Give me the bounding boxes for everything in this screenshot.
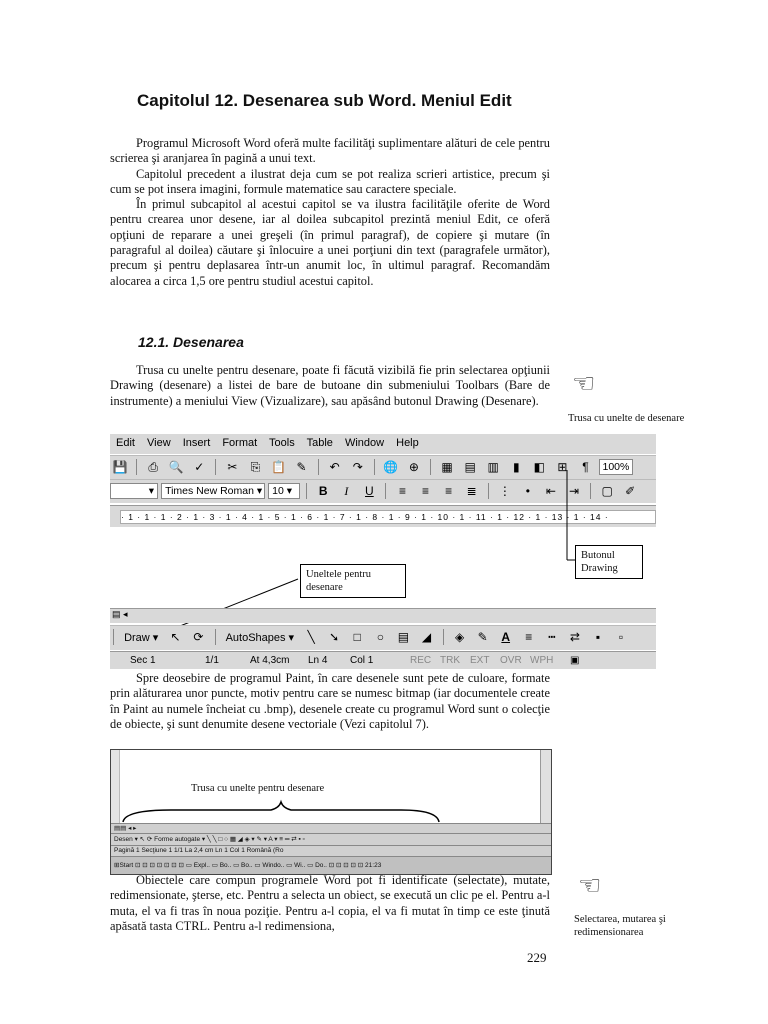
font-name: Times New Roman (165, 485, 254, 497)
shot-status-row: Pagină 1 Secţiune 1 1/1 La 2,4 cm Ln 1 Col 1 Română (Ro (111, 845, 551, 856)
dash-style-icon[interactable]: ┅ (548, 630, 556, 644)
line-color-icon[interactable]: ✎ (477, 630, 488, 644)
status-line: Ln 4 (308, 655, 328, 666)
font-size-value: 10 (272, 485, 284, 497)
free-rotate-icon[interactable]: ⟳ (193, 630, 204, 644)
spelling-status-icon[interactable]: ▣ (570, 655, 580, 666)
page-number: 229 (527, 950, 547, 965)
status-section: Sec 1 (130, 655, 156, 666)
line-style-icon[interactable]: ≡ (525, 630, 533, 644)
status-page: 1/1 (205, 655, 219, 666)
page-title: Capitolul 12. Desenarea sub Word. Meniul Edit (137, 91, 512, 110)
paragraph: În primul subcapitol al acestui capitol se va ilustra facilităţile oferite de Word pentru crearea unor desene, iar al doilea subcapitol prezintă meniul Edit, ce oferă opţiuni de reparare a unei greşeli (în primul paragraf), de copiere şi mutare (în paragraful al doilea) căutare şi înlocuire a unei porţiuni din text (paragrafele următor), precum şi pentru deplasarea într-un anumit loc, în ultimul paragraf. Recomandăm alocarea a circa 1,5 ore pentru studiul acestui capitol. (110, 197, 550, 288)
ruler-scale: · 1 · 1 · 1 · 2 · 1 · 3 · 1 · 4 · 1 · 5 · 1 · 6 · 1 · 7 · 1 · 8 · 1 · 9 · 1 · 10 · 1 · 11 · 1 · 12 · 1 · 13 · 1 · 14 · (120, 510, 656, 524)
section-title: 12.1. Desenarea (138, 334, 244, 350)
justify-icon[interactable]: ≣ (466, 484, 477, 498)
status-ovr[interactable]: OVR (500, 655, 522, 666)
text-box-icon[interactable]: ▤ (397, 630, 410, 644)
oval-icon[interactable]: ○ (376, 630, 384, 644)
shadow-icon[interactable]: ▪ (595, 630, 601, 644)
word-screenshot (110, 749, 552, 875)
view-buttons-icon[interactable]: ▤ ◂ (112, 609, 128, 619)
insert-excel-icon[interactable]: ▥ (487, 460, 499, 474)
copy-icon[interactable]: ⎘ (250, 460, 261, 474)
wordart-icon[interactable]: ◢ (421, 630, 432, 644)
arrow-style-icon[interactable]: ⇄ (569, 630, 580, 644)
pointing-hand-icon: ☜ (578, 871, 602, 901)
font-select[interactable]: Times New Roman ▾ (161, 483, 265, 499)
margin-note: Selectarea, mutarea şi redimensionarea (574, 914, 666, 938)
toolbar-separator (443, 629, 444, 645)
align-left-icon[interactable]: ≡ (398, 484, 406, 498)
italic-button[interactable]: I (344, 484, 349, 498)
margin-note: Trusa cu unelte de desenare (568, 413, 685, 424)
menu-edit[interactable]: Edit (116, 437, 135, 449)
shot-scroll-row: ▤▤ ◂ ▸ (111, 823, 551, 833)
arrow-icon[interactable]: ➘ (329, 630, 340, 644)
bullets-icon[interactable]: • (525, 484, 530, 498)
menu-insert[interactable]: Insert (182, 437, 211, 449)
objects-text (110, 873, 550, 934)
font-color-icon[interactable]: A (501, 630, 511, 644)
style-select[interactable]: ▾ (110, 483, 158, 499)
drawing-toolbar (110, 625, 656, 650)
autoshapes-menu-button[interactable]: AutoShapes ▾ (225, 632, 295, 644)
toolbar-separator (113, 629, 114, 645)
shot-draw-row: Desen ▾ ↖ ⟳ Forme autogate ▾ ╲ ╲ □ ○ ▦ ◢ ◈ ▾ ✎ ▾ A ▾ ≡ ═ ⇄ ▪ ▫ (111, 833, 551, 845)
columns-icon[interactable]: ▮ (512, 460, 520, 474)
paragraph: Spre deosebire de programul Paint, în care desenele sunt pete de culoare, formate prin alăturarea unor puncte, motiv pentru care se numesc bitmap (iar documentele create în Paint au numele încheiat cu .bmp), desenele create cu programul Word sunt o colecţie de obiecte, şi sunt denumite desene vectoriale (Vezi capitolul 7). (110, 671, 550, 731)
line-icon[interactable]: ╲ (307, 630, 315, 644)
pointing-hand-icon: ☜ (572, 369, 596, 399)
increase-indent-icon[interactable]: ⇥ (568, 484, 580, 498)
redo-icon[interactable]: ↷ (352, 460, 363, 474)
bold-button[interactable]: B (318, 484, 328, 498)
web-toolbar-icon[interactable]: ⊕ (408, 460, 419, 474)
paste-icon[interactable]: 📋 (271, 460, 286, 474)
draw-menu-button[interactable]: Draw ▾ (124, 632, 159, 644)
shot-caption: Trusa cu unelte pentru desenare (191, 783, 325, 794)
callout-drawing-button: Butonul Drawing (575, 545, 643, 579)
select-objects-icon[interactable]: ↖ (170, 630, 181, 644)
paragraph: Trusa cu unelte pentru desenare, poate fi făcută vizibilă fie prin selectarea opţiunii Drawing (desenare) a listei de bare de butoane din submeniului Toolbars (Bare de instrumente) a meniului View (Vizualizare), sau apăsând butonul Drawing (Desenare). (110, 363, 550, 408)
fill-color-icon[interactable]: ◈ (454, 630, 465, 644)
menu-format[interactable]: Format (222, 437, 258, 449)
paragraph: Obiectele care compun programele Word pot fi identificate (selectate), mutate, redimensionate, şterse, etc. Pentru a selecta un obiect, se execută un clic pe el. Pentru a-l muta, el va fi tras în noua poziţie. Pentru a-l copia, el va fi mutat în timp ce este ţinută apăsată tasta CTRL. Pentru a-l redimensiona, (110, 873, 550, 933)
align-center-icon[interactable]: ≡ (422, 484, 430, 498)
highlight-icon[interactable]: ✐ (625, 484, 636, 498)
menu-window[interactable]: Window (344, 437, 385, 449)
toolbar-separator (215, 629, 216, 645)
shot-taskbar: ⊞Start ⊡ ⊡ ⊡ ⊡ ⊡ ⊡ ⊡ ▭ Expl.. ▭ Bo.. ▭ Bo.. ▭ Windo.. ▭ Wi.. ▭ Do.. ⊡ ⊡ ⊡ ⊡ ⊡ 21:23 (111, 856, 551, 874)
status-at: At 4,3cm (250, 655, 290, 666)
menu-table[interactable]: Table (306, 437, 333, 449)
paragraph: Capitolul precedent a ilustrat deja cum se pot realiza scrieri artistice, precum şi cum se pot insera imagini, formule matematice sau caractere speciale. (110, 166, 550, 196)
borders-icon[interactable]: ▢ (601, 484, 613, 498)
show-hide-icon[interactable]: ¶ (582, 460, 589, 474)
3d-icon[interactable]: ▫ (618, 630, 624, 644)
hyperlink-icon[interactable]: 🌐 (383, 460, 399, 474)
status-rec[interactable]: REC (410, 655, 432, 666)
numbering-icon[interactable]: ⋮ (498, 484, 511, 498)
tables-borders-icon[interactable]: ▦ (441, 460, 453, 474)
drawing-button-icon[interactable]: ◧ (533, 460, 545, 474)
status-wph[interactable]: WPH (530, 655, 554, 666)
print-preview-icon[interactable]: 🔍 (168, 460, 184, 474)
paint-text (110, 671, 550, 732)
font-size-select[interactable]: 10 ▾ (268, 483, 300, 499)
format-painter-icon[interactable]: ✎ (296, 460, 307, 474)
spelling-icon[interactable]: ✓ (194, 460, 205, 474)
print-icon[interactable]: ⎙ (148, 460, 158, 474)
menu-view[interactable]: View (147, 437, 171, 449)
cut-icon[interactable]: ✂ (227, 460, 238, 474)
status-ext[interactable]: EXT (470, 655, 490, 666)
menu-help[interactable]: Help (396, 437, 419, 449)
curly-brace (123, 802, 439, 822)
paragraph: Programul Microsoft Word oferă multe facilităţi suplimentare alături de cele pentru scrierea şi aranjarea în pagină a unui text. (110, 136, 550, 166)
undo-icon[interactable]: ↶ (329, 460, 340, 474)
decrease-indent-icon[interactable]: ⇤ (545, 484, 556, 498)
align-right-icon[interactable]: ≡ (445, 484, 453, 498)
save-icon[interactable]: 💾 (112, 460, 128, 474)
underline-button[interactable]: U (365, 484, 374, 498)
status-column: Col 1 (350, 655, 374, 666)
document-map-icon[interactable]: ⊞ (557, 460, 568, 474)
zoom-select[interactable]: 100% (599, 459, 634, 475)
insert-table-icon[interactable]: ▤ (464, 460, 476, 474)
status-bar (110, 651, 656, 669)
horizontal-scrollbar[interactable] (110, 608, 656, 623)
status-trk[interactable]: TRK (440, 655, 460, 666)
rectangle-icon[interactable]: □ (353, 630, 361, 644)
menu-tools[interactable]: Tools (269, 437, 295, 449)
callout-drawing-tools: Uneltele pentru desenare (300, 564, 406, 598)
